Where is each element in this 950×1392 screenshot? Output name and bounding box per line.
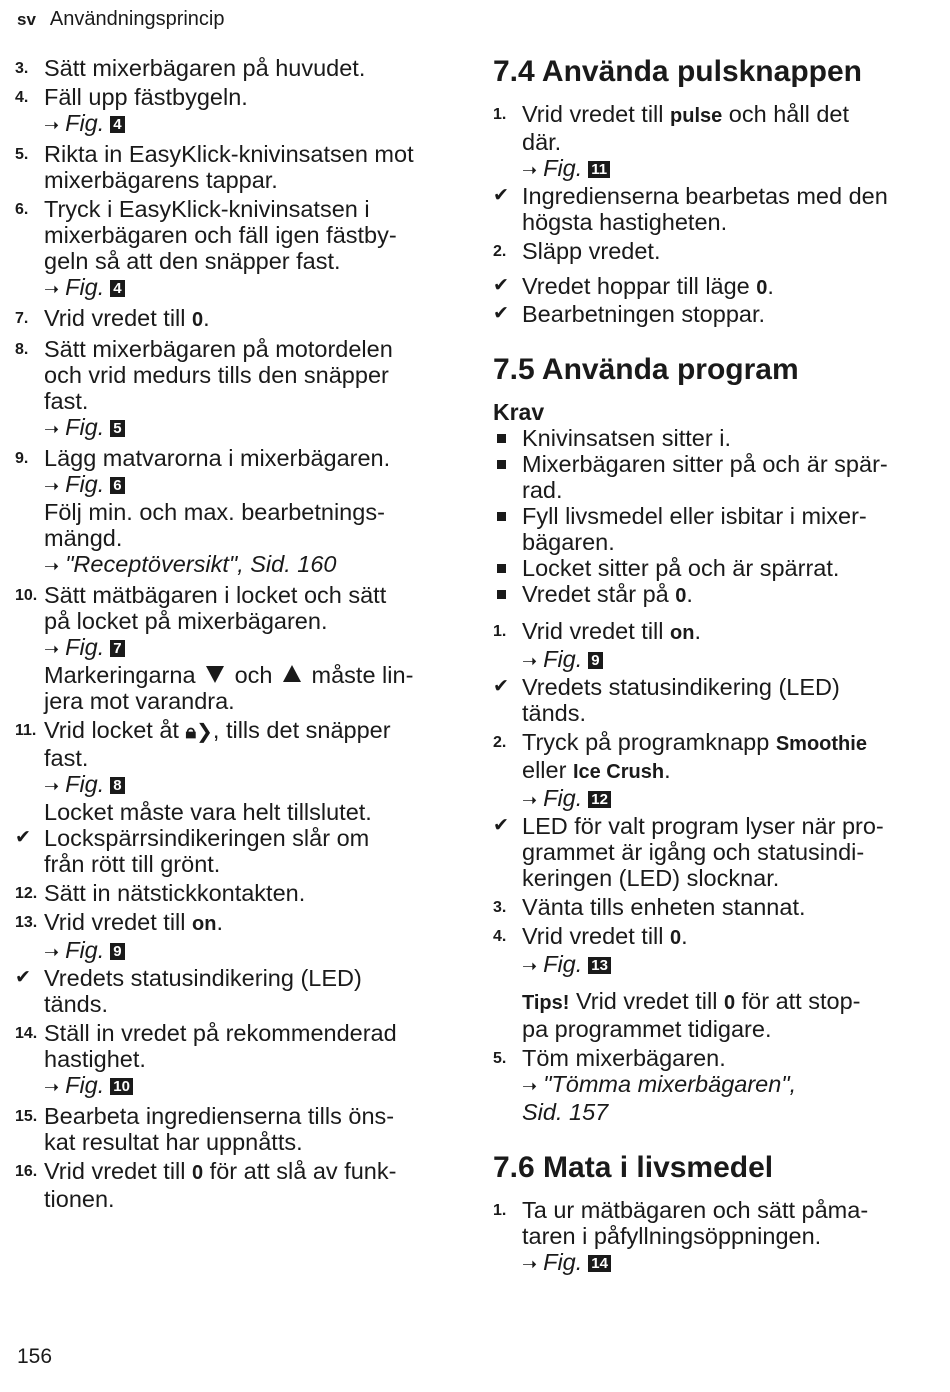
figure-badge: 14: [588, 1255, 611, 1272]
result-text: Vredets statusindikering (LED): [44, 965, 362, 991]
step-text: Släpp vredet.: [522, 238, 661, 264]
step-text: Sätt in nätstickkontakten.: [44, 880, 306, 906]
result-item: [15, 965, 455, 1017]
figure-badge: 11: [588, 161, 610, 178]
figure-reference: ➝ Fig. 11: [522, 155, 933, 183]
arrow-icon: ➝: [44, 556, 60, 576]
figure-badge: 9: [588, 652, 602, 669]
arrow-icon: ➝: [522, 160, 538, 180]
left-column: [15, 55, 455, 1212]
step-note: Locket måste vara helt tillslutet.: [44, 799, 372, 825]
section-heading-7-6: 7.6 Mata i livsmedel: [493, 1151, 774, 1184]
bullet-square-icon: [497, 564, 506, 573]
result-item: [15, 825, 455, 877]
arrow-icon: ➝: [522, 1076, 538, 1096]
result-text: tänds.: [44, 991, 109, 1017]
arrow-icon: ➝: [44, 279, 60, 299]
step-16: [15, 1158, 455, 1212]
step-note: Markeringarna och måste lin-: [44, 662, 414, 688]
requirement-text: Locket sitter på och är spärrat.: [522, 555, 840, 581]
step-text: taren i påfyllningsöppningen.: [522, 1223, 822, 1249]
step-text: fast.: [44, 388, 89, 414]
figure-reference: ➝ Fig. 9: [44, 937, 455, 965]
step-13: [15, 909, 455, 965]
step-number: 4.: [15, 89, 29, 106]
figure-badge: 5: [110, 420, 124, 437]
triangle-down-icon: [206, 666, 224, 683]
arrow-icon: ➝: [522, 1254, 538, 1274]
step-11: [15, 717, 455, 825]
result-text: högsta hastigheten.: [522, 209, 728, 235]
arrow-icon: ➝: [522, 651, 538, 671]
step-text: hastighet.: [44, 1046, 146, 1072]
step-text: Vrid vredet till on.: [522, 618, 701, 644]
step-text: Bearbeta ingredienserna tills öns-: [44, 1103, 395, 1129]
lock-icon: 🔒︎❯: [185, 721, 213, 743]
requirement-text: Mixerbägaren sitter på och är spär-: [522, 451, 888, 477]
step-text: Sätt mixerbägaren på motordelen: [44, 336, 393, 362]
step-5: [493, 1045, 933, 1125]
step-text: Lägg matvarorna i mixerbägaren.: [44, 445, 391, 471]
step-4: [15, 84, 455, 138]
step-14: [15, 1020, 455, 1100]
result-text: från rött till grönt.: [44, 851, 221, 877]
language-code: sv: [17, 10, 36, 29]
figure-reference: ➝ Fig. 10: [44, 1072, 455, 1100]
step-number: 9.: [15, 450, 29, 467]
figure-badge: 9: [110, 943, 124, 960]
step-number: 1.: [493, 106, 507, 123]
page-reference-link[interactable]: Sid. 157: [522, 1099, 609, 1125]
requirement-text: Knivinsatsen sitter i.: [522, 425, 731, 451]
step-3: [15, 55, 455, 81]
step-7: [15, 305, 455, 333]
step-number: 3.: [493, 899, 507, 916]
step-text: tionen.: [44, 1186, 115, 1212]
check-icon: ✔: [493, 676, 509, 697]
result-text: Bearbetningen stoppar.: [522, 301, 766, 327]
step-number: 14.: [15, 1025, 38, 1042]
page-number: 156: [17, 1345, 53, 1368]
step-number: 11.: [15, 722, 37, 739]
step-text: Vrid vredet till 0 för att slå av funk-: [44, 1158, 397, 1184]
step-9: [15, 445, 455, 579]
figure-badge: 12: [588, 791, 611, 808]
check-icon: ✔: [15, 827, 31, 848]
figure-badge: 7: [110, 640, 124, 657]
arrow-icon: ➝: [44, 942, 60, 962]
page-reference-link[interactable]: ➝ "Tömma mixerbägaren",: [522, 1071, 797, 1097]
header-title: Användningsprincip: [49, 8, 225, 30]
step-number: 6.: [15, 201, 29, 218]
step-text: Sätt mätbägaren i locket och sätt: [44, 582, 387, 608]
step-4: [493, 923, 933, 979]
step-text: mixerbägaren och fäll igen fästby-: [44, 222, 397, 248]
requirement-item: [493, 581, 933, 609]
step-1: [493, 101, 933, 183]
requirement-item: [493, 503, 933, 555]
step-number: 7.: [15, 310, 29, 327]
result-text: Vredet hoppar till läge 0.: [522, 273, 774, 299]
figure-reference: ➝ Fig. 12: [522, 785, 933, 813]
check-icon: ✔: [493, 815, 509, 836]
figure-reference: ➝ Fig. 13: [522, 951, 933, 979]
step-number: 1.: [493, 1202, 507, 1219]
step-3: [493, 894, 933, 920]
result-text: Vredets statusindikering (LED): [522, 674, 840, 700]
result-text: Ingredienserna bearbetas med den: [522, 183, 888, 209]
figure-reference: ➝ Fig. 5: [44, 414, 455, 442]
step-2: [493, 238, 933, 264]
page-header: [17, 8, 224, 31]
step-text: fast.: [44, 745, 89, 771]
section-heading-7-4: 7.4 Använda pulsknappen: [493, 55, 862, 88]
figure-badge: 10: [110, 1078, 133, 1095]
requirement-text: Fyll livsmedel eller isbitar i mixer-: [522, 503, 867, 529]
figure-badge: 8: [110, 777, 124, 794]
step-text: och vrid medurs tills den snäpper: [44, 362, 389, 388]
result-item: [493, 183, 933, 235]
figure-reference: ➝ Fig. 7: [44, 634, 455, 662]
step-text: Vrid locket åt 🔒︎❯, tills det snäpper: [44, 717, 391, 743]
step-2: [493, 729, 933, 813]
step-number: 2.: [493, 243, 507, 260]
figure-reference: ➝ Fig. 14: [522, 1249, 933, 1277]
bullet-square-icon: [497, 512, 506, 521]
step-text: Vrid vredet till 0.: [522, 923, 688, 949]
requirement-text: bägaren.: [522, 529, 615, 555]
step-6: [15, 196, 455, 302]
step-10: [15, 582, 455, 714]
step-text: Sätt mixerbägaren på huvudet.: [44, 55, 366, 81]
bullet-square-icon: [497, 590, 506, 599]
step-text: Rikta in EasyKlick-knivinsatsen mot: [44, 141, 414, 167]
check-icon: ✔: [15, 967, 31, 988]
requirement-item: [493, 451, 933, 503]
requirements-heading: Krav: [493, 399, 545, 425]
result-text: keringen (LED) slocknar.: [522, 865, 780, 891]
step-number: 5.: [15, 146, 29, 163]
result-text: Lockspärrsindikeringen slår om: [44, 825, 370, 851]
arrow-icon: ➝: [522, 790, 538, 810]
arrow-icon: ➝: [44, 115, 60, 135]
requirement-text: rad.: [522, 477, 563, 503]
step-number: 4.: [493, 928, 507, 945]
step-note: mängd.: [44, 525, 123, 551]
step-text: eller Ice Crush.: [522, 757, 671, 783]
check-icon: ✔: [493, 185, 509, 206]
step-text: Töm mixerbägaren.: [522, 1045, 726, 1071]
step-text: Vrid vredet till 0.: [44, 305, 210, 331]
figure-badge: 4: [110, 280, 124, 297]
page-reference-link[interactable]: ➝ "Receptöversikt", Sid. 160: [44, 551, 337, 577]
step-number: 5.: [493, 1050, 507, 1067]
step-1: [493, 618, 933, 674]
step-text: på locket på mixerbägaren.: [44, 608, 328, 634]
step-5: [15, 141, 455, 193]
arrow-icon: ➝: [44, 1077, 60, 1097]
check-icon: ✔: [493, 303, 509, 324]
step-number: 10.: [15, 587, 38, 604]
result-item: [493, 273, 933, 301]
step-text: Tryck på programknapp Smoothie: [522, 729, 867, 755]
tip: [493, 988, 933, 1042]
requirement-text: Vredet står på 0.: [522, 581, 693, 607]
arrow-icon: ➝: [44, 776, 60, 796]
figure-reference: ➝ Fig. 8: [44, 771, 455, 799]
result-text: tänds.: [522, 700, 587, 726]
step-number: 3.: [15, 60, 29, 77]
step-note: jera mot varandra.: [44, 688, 235, 714]
step-15: [15, 1103, 455, 1155]
step-number: 15.: [15, 1108, 38, 1125]
step-number: 13.: [15, 914, 38, 931]
arrow-icon: ➝: [44, 639, 60, 659]
step-text: där.: [522, 129, 562, 155]
triangle-up-icon: [283, 665, 301, 682]
result-item: [493, 674, 933, 726]
bullet-square-icon: [497, 460, 506, 469]
figure-reference: ➝ Fig. 4: [44, 110, 455, 138]
tip-text: Tips! Vrid vredet till 0 för att stop-: [522, 988, 861, 1014]
result-item: [493, 813, 933, 891]
step-number: 12.: [15, 885, 38, 902]
figure-badge: 13: [588, 957, 611, 974]
step-12: [15, 880, 455, 906]
step-number: 2.: [493, 734, 507, 751]
right-column: [493, 55, 933, 1277]
step-text: Vänta tills enheten stannat.: [522, 894, 806, 920]
figure-reference: ➝ Fig. 4: [44, 274, 455, 302]
step-text: Vrid vredet till pulse och håll det: [522, 101, 849, 127]
bullet-square-icon: [497, 434, 506, 443]
step-note: Följ min. och max. bearbetnings-: [44, 499, 385, 525]
step-text: kat resultat har uppnåtts.: [44, 1129, 303, 1155]
result-item: [493, 301, 933, 327]
check-icon: ✔: [493, 275, 509, 296]
step-text: Tryck i EasyKlick-knivinsatsen i: [44, 196, 370, 222]
figure-reference: ➝ Fig. 9: [522, 646, 933, 674]
step-text: Fäll upp fästbygeln.: [44, 84, 248, 110]
step-text: Ta ur mätbägaren och sätt påma-: [522, 1197, 869, 1223]
step-number: 16.: [15, 1163, 38, 1180]
arrow-icon: ➝: [522, 956, 538, 976]
step-1: [493, 1197, 933, 1277]
step-text: Vrid vredet till on.: [44, 909, 223, 935]
figure-badge: 4: [110, 116, 124, 133]
tip-text: pa programmet tidigare.: [522, 1016, 772, 1042]
requirement-item: [493, 555, 933, 581]
step-text: mixerbägarens tappar.: [44, 167, 278, 193]
requirement-item: [493, 425, 933, 451]
step-text: geln så att den snäpper fast.: [44, 248, 341, 274]
step-number: 1.: [493, 623, 507, 640]
result-text: LED för valt program lyser när pro-: [522, 813, 884, 839]
figure-badge: 6: [110, 477, 124, 494]
section-heading-7-5: 7.5 Använda program: [493, 353, 799, 386]
step-text: Ställ in vredet på rekommenderad: [44, 1020, 397, 1046]
arrow-icon: ➝: [44, 476, 60, 496]
result-text: grammet är igång och statusindi-: [522, 839, 865, 865]
tip-label: Tips!: [522, 992, 570, 1014]
step-number: 8.: [15, 341, 29, 358]
arrow-icon: ➝: [44, 419, 60, 439]
step-8: [15, 336, 455, 442]
figure-reference: ➝ Fig. 6: [44, 471, 455, 499]
